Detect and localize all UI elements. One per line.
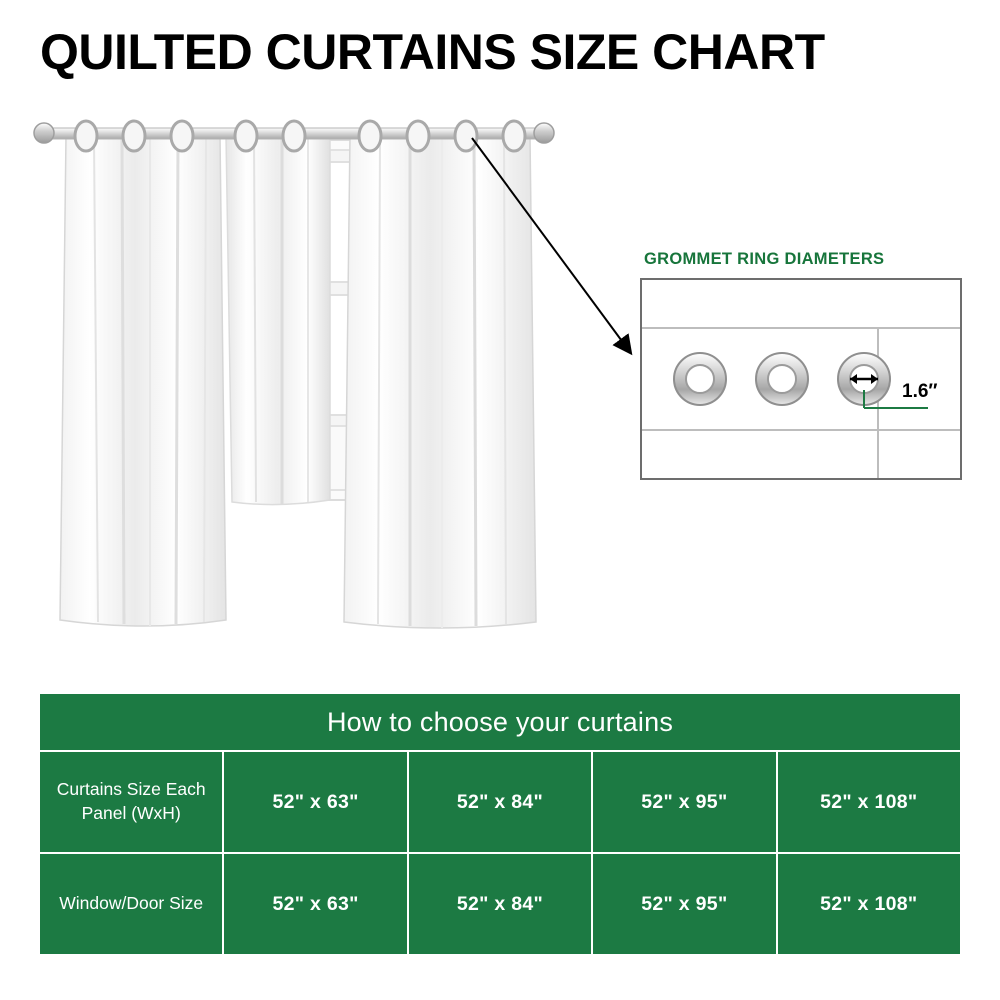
size-table xyxy=(38,692,962,956)
grommet-diagram xyxy=(640,278,962,480)
cell-window-size-4: 52" x 108" xyxy=(777,853,961,955)
grommet-detail-panel xyxy=(640,250,970,490)
grommet-panel-title: GROMMET RING DIAMETERS xyxy=(644,250,885,268)
table-row xyxy=(39,751,961,853)
cell-panel-size-1: 52" x 63" xyxy=(223,751,407,853)
cell-window-size-3: 52" x 95" xyxy=(592,853,776,955)
cell-panel-size-3: 52" x 95" xyxy=(592,751,776,853)
row-label-panel-size: Curtains Size Each Panel (WxH) xyxy=(39,751,223,853)
table-row xyxy=(39,853,961,955)
cell-panel-size-4: 52" x 108" xyxy=(777,751,961,853)
cell-panel-size-2: 52" x 84" xyxy=(408,751,592,853)
table-title: How to choose your curtains xyxy=(39,693,961,751)
curtain-panel-icon xyxy=(60,136,226,626)
curtain-panel-icon xyxy=(226,136,330,505)
table-header-row xyxy=(39,693,961,751)
callout-arrow-icon xyxy=(440,120,670,380)
diameter-label: 1.6″ xyxy=(902,381,938,402)
cell-window-size-1: 52" x 63" xyxy=(223,853,407,955)
cell-window-size-2: 52" x 84" xyxy=(408,853,592,955)
page-title: QUILTED CURTAINS SIZE CHART xyxy=(40,24,825,80)
row-label-window-size: Window/Door Size xyxy=(39,853,223,955)
